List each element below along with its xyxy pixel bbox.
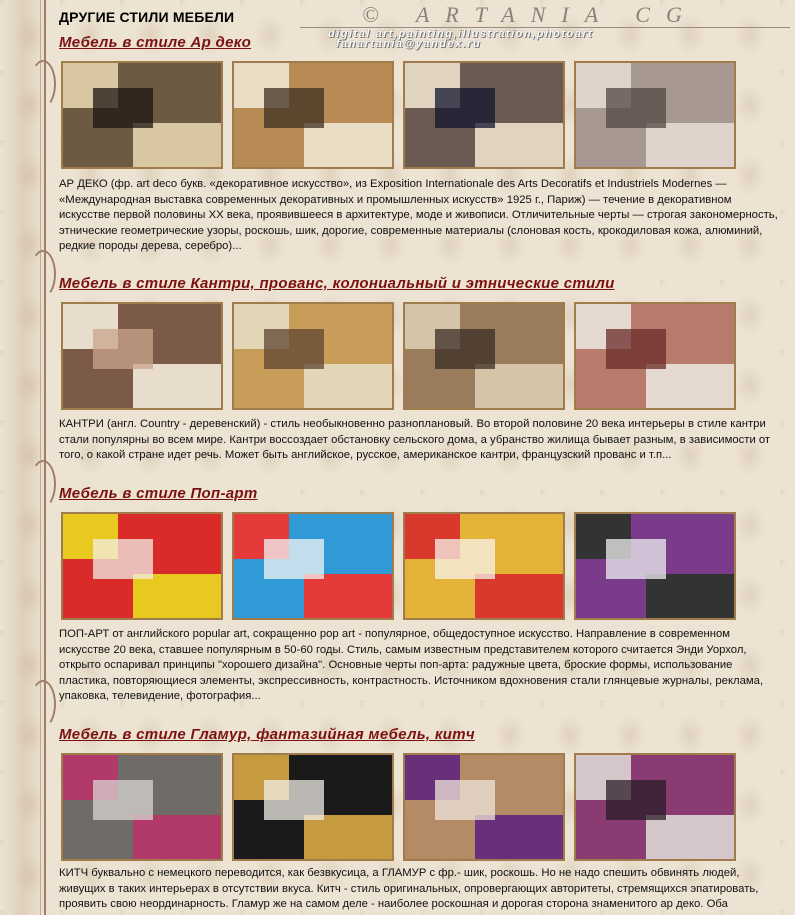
- section-description: АР ДЕКО (фр. art deco букв. «декоративное искусство», из Exposition Internationale des Arts Decoratifs et Industriels Modernes — «Международная выставка современных декоративных и промышленных искусств» 1925 г., Париж) — течение в декоративном искусстве первой половины XX века, проявившееся в архитектуре, моде и живописи. Отличительные черты — строгая закономерность, этнические геометрические узоры, роскошь, шик, дорогие, современные материалы (слоновая кость, крокодиловая кожа, алюминий, редкие породы дерева, серебро)...: [59, 178, 778, 253]
- section-title-link[interactable]: Мебель в стиле Поп-арт: [59, 485, 258, 502]
- photo-fragment: [475, 574, 563, 618]
- brand-subtitle: [328, 29, 593, 49]
- photo-fragment: [93, 539, 153, 579]
- photo-fragment: [646, 123, 734, 167]
- thumbnail[interactable]: [403, 753, 565, 861]
- photo-fragment: [606, 539, 666, 579]
- photo-fragment: [133, 574, 221, 618]
- section-title-link[interactable]: Мебель в стиле Кантри, прованс, колониальный и этнические стили: [59, 275, 615, 292]
- photo-fragment: [264, 329, 324, 369]
- photo-fragment: [646, 815, 734, 859]
- photo-fragment: [93, 329, 153, 369]
- photo-fragment: [475, 123, 563, 167]
- brand-email: fanartania@yandex.ru: [336, 38, 482, 50]
- brand-name: © ARTANIA CG: [362, 2, 698, 27]
- photo-fragment: [646, 364, 734, 408]
- photo-fragment: [133, 815, 221, 859]
- thumbnail[interactable]: [574, 302, 736, 410]
- photo-fragment: [435, 88, 495, 128]
- photo-fragment: [606, 88, 666, 128]
- photo-fragment: [264, 539, 324, 579]
- photo-fragment: [475, 815, 563, 859]
- section-description: КИТЧ буквально с немецкого переводится, как безвкусица, а ГЛАМУР с фр.- шик, роскошь. Но не надо спешить обвинять людей, живущих в таких интерьерах в отсутствии вкуса. Китч - стиль оригинальных, опровергающих авторитеты, стремящихся эпатировать, проявить свою неординарность. Гламур же на самом деле - наиболее роскошная и дорогая сторона знаменитого ар деко. Оба: [59, 867, 759, 911]
- thumbnail[interactable]: [403, 302, 565, 410]
- thumbnail[interactable]: [61, 302, 223, 410]
- photo-fragment: [93, 88, 153, 128]
- thumbnail[interactable]: [574, 512, 736, 620]
- thumbnail[interactable]: [232, 302, 394, 410]
- photo-fragment: [133, 364, 221, 408]
- photo-fragment: [435, 329, 495, 369]
- section-description: ПОП-АРТ от английского popular art, сокращенно pop art - популярное, общедоступное искусство. Направление в современном искусстве 20 века, ставшее популярным в 50-60 годы. Стиль, самым известным представителем которого считается Энди Уорхол, открыто оспаривал принципы "хорошего дизайна". Основные черты поп-арта: радужные цвета, броские формы, использование пластика, повторяющиеся элементы, экспрессивность, контрастность. Источником вдохновения стали глянцевые журналы, реклама, упаковка, телевидение, фотография...: [59, 628, 764, 703]
- thumbnail[interactable]: [61, 61, 223, 169]
- photo-fragment: [304, 123, 392, 167]
- left-ornament: [0, 0, 46, 915]
- photo-fragment: [606, 329, 666, 369]
- thumbnail[interactable]: [61, 512, 223, 620]
- photo-fragment: [264, 88, 324, 128]
- section-title-link[interactable]: Мебель в стиле Ар деко: [59, 34, 252, 51]
- brand-tagline: digital art,painting,illustration,photoart: [328, 28, 594, 40]
- photo-fragment: [304, 815, 392, 859]
- thumbnail[interactable]: [403, 61, 565, 169]
- thumbnail[interactable]: [574, 753, 736, 861]
- photo-fragment: [133, 123, 221, 167]
- thumbnail[interactable]: [232, 61, 394, 169]
- thumbnail[interactable]: [232, 512, 394, 620]
- thumbnail[interactable]: [232, 753, 394, 861]
- thumbnail[interactable]: [61, 753, 223, 861]
- photo-fragment: [304, 364, 392, 408]
- photo-fragment: [435, 780, 495, 820]
- thumbnail[interactable]: [403, 512, 565, 620]
- section-title-link[interactable]: Мебель в стиле Гламур, фантазийная мебель, китч: [59, 726, 475, 743]
- photo-fragment: [646, 574, 734, 618]
- photo-fragment: [606, 780, 666, 820]
- brand-header: [300, 0, 795, 48]
- photo-fragment: [475, 364, 563, 408]
- photo-fragment: [435, 539, 495, 579]
- page-title: ДРУГИЕ СТИЛИ МЕБЕЛИ: [59, 9, 235, 25]
- photo-fragment: [304, 574, 392, 618]
- thumbnail[interactable]: [574, 61, 736, 169]
- photo-fragment: [264, 780, 324, 820]
- photo-fragment: [93, 780, 153, 820]
- section-description: КАНТРИ (англ. Country - деревенский) - стиль необыкновенно разноплановый. Во второй половине 20 века интерьеры в стиле кантри стали популярны во всем мире. Кантри воссоздает обстановку сельского дома, а убранство жилища бывает разным, в зависимости от того, о какой стране идет речь. Может быть английское, русское, американское кантри, французский прованс и т.п...: [59, 418, 771, 462]
